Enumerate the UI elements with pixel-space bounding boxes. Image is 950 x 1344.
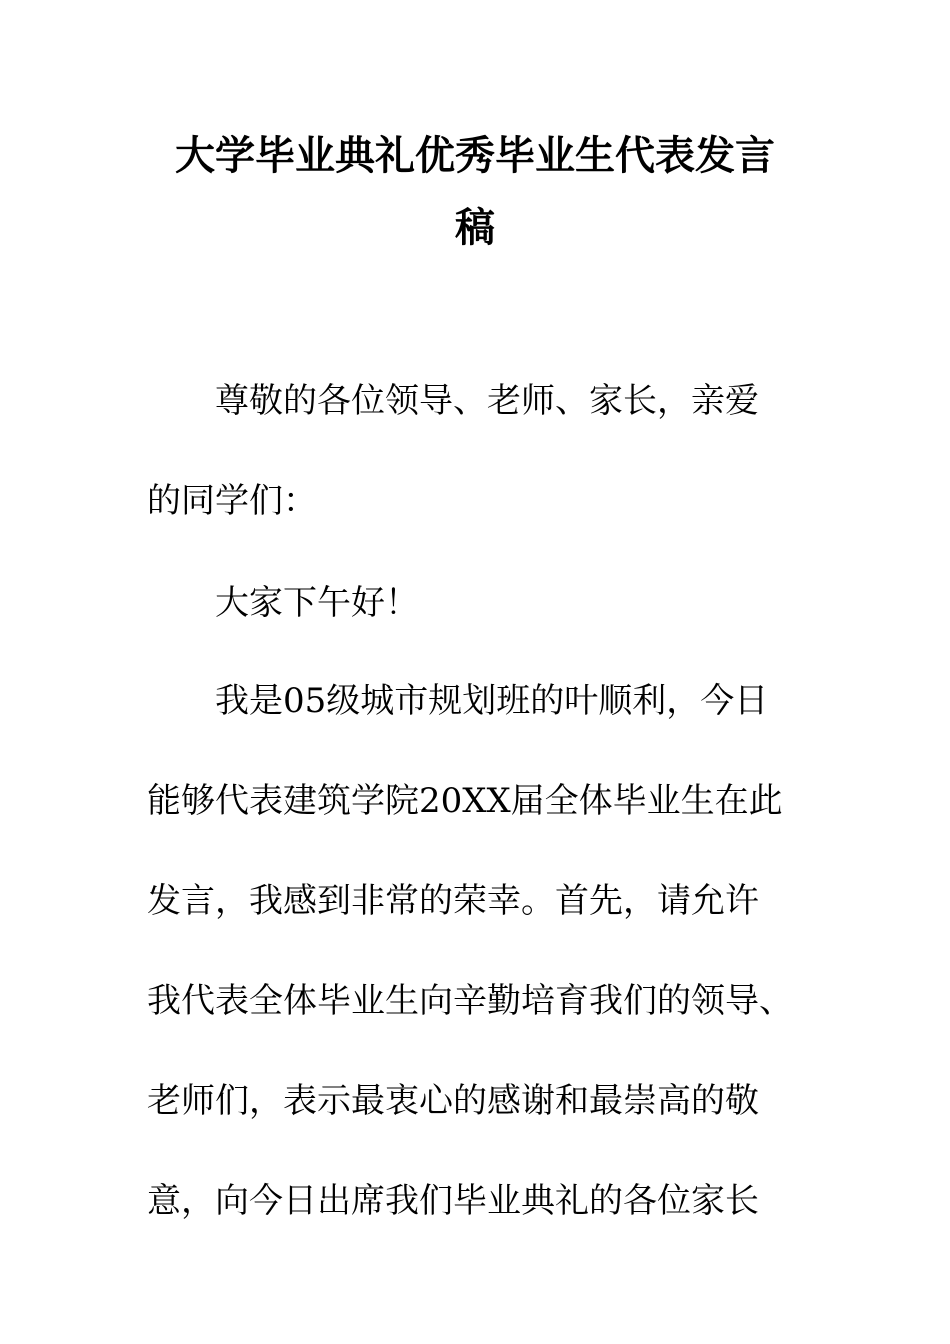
- document-title-line-2: 稿: [455, 205, 495, 251]
- paragraph-line-5: 老师们，表示最衷心的感谢和最崇高的敬: [147, 1081, 759, 1121]
- greeting-line-1: 尊敬的各位领导、老师、家长，亲爱: [215, 381, 759, 421]
- paragraph-line-2: 能够代表建筑学院20XX届全体毕业生在此: [147, 781, 783, 821]
- paragraph-line-4: 我代表全体毕业生向辛勤培育我们的领导、: [147, 981, 793, 1021]
- greeting-line-2: 的同学们：: [147, 481, 317, 521]
- paragraph-line-6: 意，向今日出席我们毕业典礼的各位家长: [147, 1181, 759, 1221]
- salutation-line: 大家下午好！: [215, 583, 419, 623]
- paragraph-line-3: 发言，我感到非常的荣幸。首先，请允许: [147, 881, 759, 921]
- paragraph-line-1: 我是05级城市规划班的叶顺利，今日: [215, 681, 769, 721]
- document-title-line-1: 大学毕业典礼优秀毕业生代表发言: [175, 133, 775, 179]
